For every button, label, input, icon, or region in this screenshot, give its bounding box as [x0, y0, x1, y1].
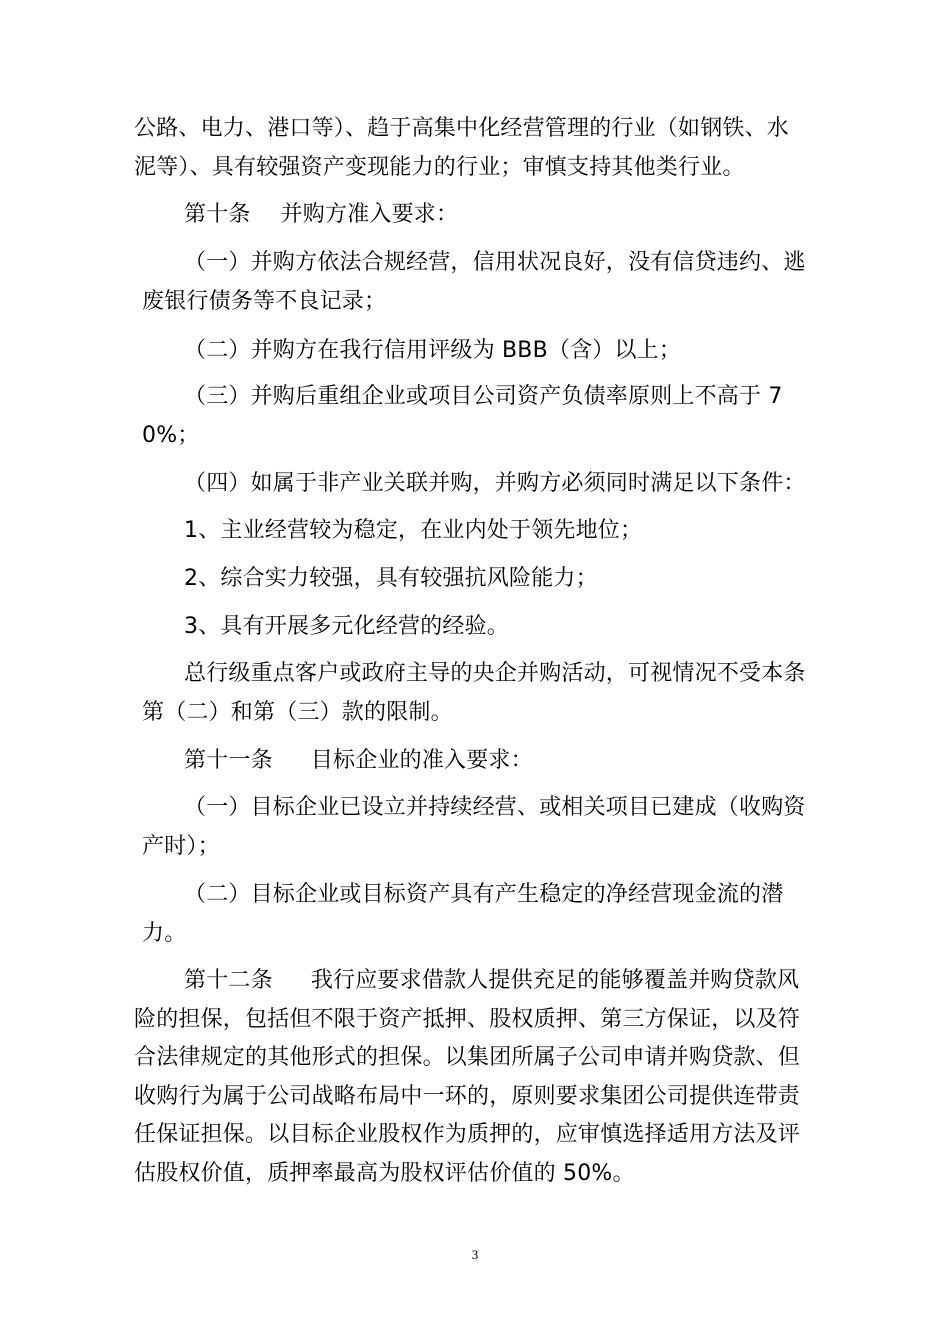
article-10-clause-2: （二）并购方在我行信用评级为 BBB（含）以上； — [184, 338, 682, 363]
article-10-number: 第十条 — [184, 202, 251, 227]
article-12 — [134, 962, 810, 1193]
article-11-title: 目标企业的准入要求： — [310, 748, 533, 773]
article-10-clause-1-text: （一）并购方依法合规经营，信用状况良好，没有信贷违约、逃废银行债务等不良记录； — [142, 250, 806, 314]
article-10-condition-1: 1、主业经营较为稳定，在业内处于领先地位； — [184, 518, 643, 543]
article-12-body: 我行应要求借款人提供充足的能够覆盖并购贷款风险的担保，包括但不限于资产抵押、股权质押、第三方保证，以及符合法律规定的其他形式的担保。以集团所属子公司申请并购贷款、但收购行为属于公司战略布局中一环的，原则要求集团公司提供连带责任保证担保。以目标企业股权作为质押的，应审慎选择适用方法及评估股权价值，质押率最高为股权评估价值的 50%。 — [134, 968, 801, 1186]
article-10-clause-3 — [142, 378, 810, 455]
article-12-number: 第十二条 — [184, 968, 273, 993]
article-10-condition-3: 3、具有开展多元化经营的经验。 — [184, 614, 509, 639]
page-number: 3 — [471, 1247, 479, 1262]
article-10-title: 并购方准入要求： — [280, 202, 459, 227]
article-10-clause-1 — [142, 244, 810, 321]
article-10-clause-3-text: （三）并购后重组企业或项目公司资产负债率原则上不高于 70%； — [142, 384, 783, 448]
article-10-note — [142, 655, 810, 732]
article-10-heading — [134, 196, 810, 235]
article-10-note-text: 总行级重点客户或政府主导的央企并购活动，可视情况不受本条第（二）和第（三）款的限制。 — [142, 661, 806, 725]
article-11-clause-2-text: （二）目标企业或目标资产具有产生稳定的净经营现金流的潜力。 — [142, 882, 784, 946]
article-10-condition-2: 2、综合实力较强，具有较强抗风险能力； — [184, 566, 598, 591]
article-11-number: 第十一条 — [184, 748, 273, 773]
article-11-clause-2 — [142, 876, 810, 953]
article-11-heading — [134, 742, 810, 781]
article-11-clause-1 — [142, 789, 810, 866]
article-10-clause-4: （四）如属于非产业关联并购，并购方必须同时满足以下条件： — [184, 471, 806, 496]
article-11-clause-1-text: （一）目标企业已设立并持续经营、或相关项目已建成（收购资产时）； — [142, 795, 806, 859]
paragraph-continuation: 公路、电力、港口等）、趋于高集中化经营管理的行业（如钢铁、水泥等）、具有较强资产变现能力的行业；审慎支持其他类行业。 — [134, 116, 790, 180]
